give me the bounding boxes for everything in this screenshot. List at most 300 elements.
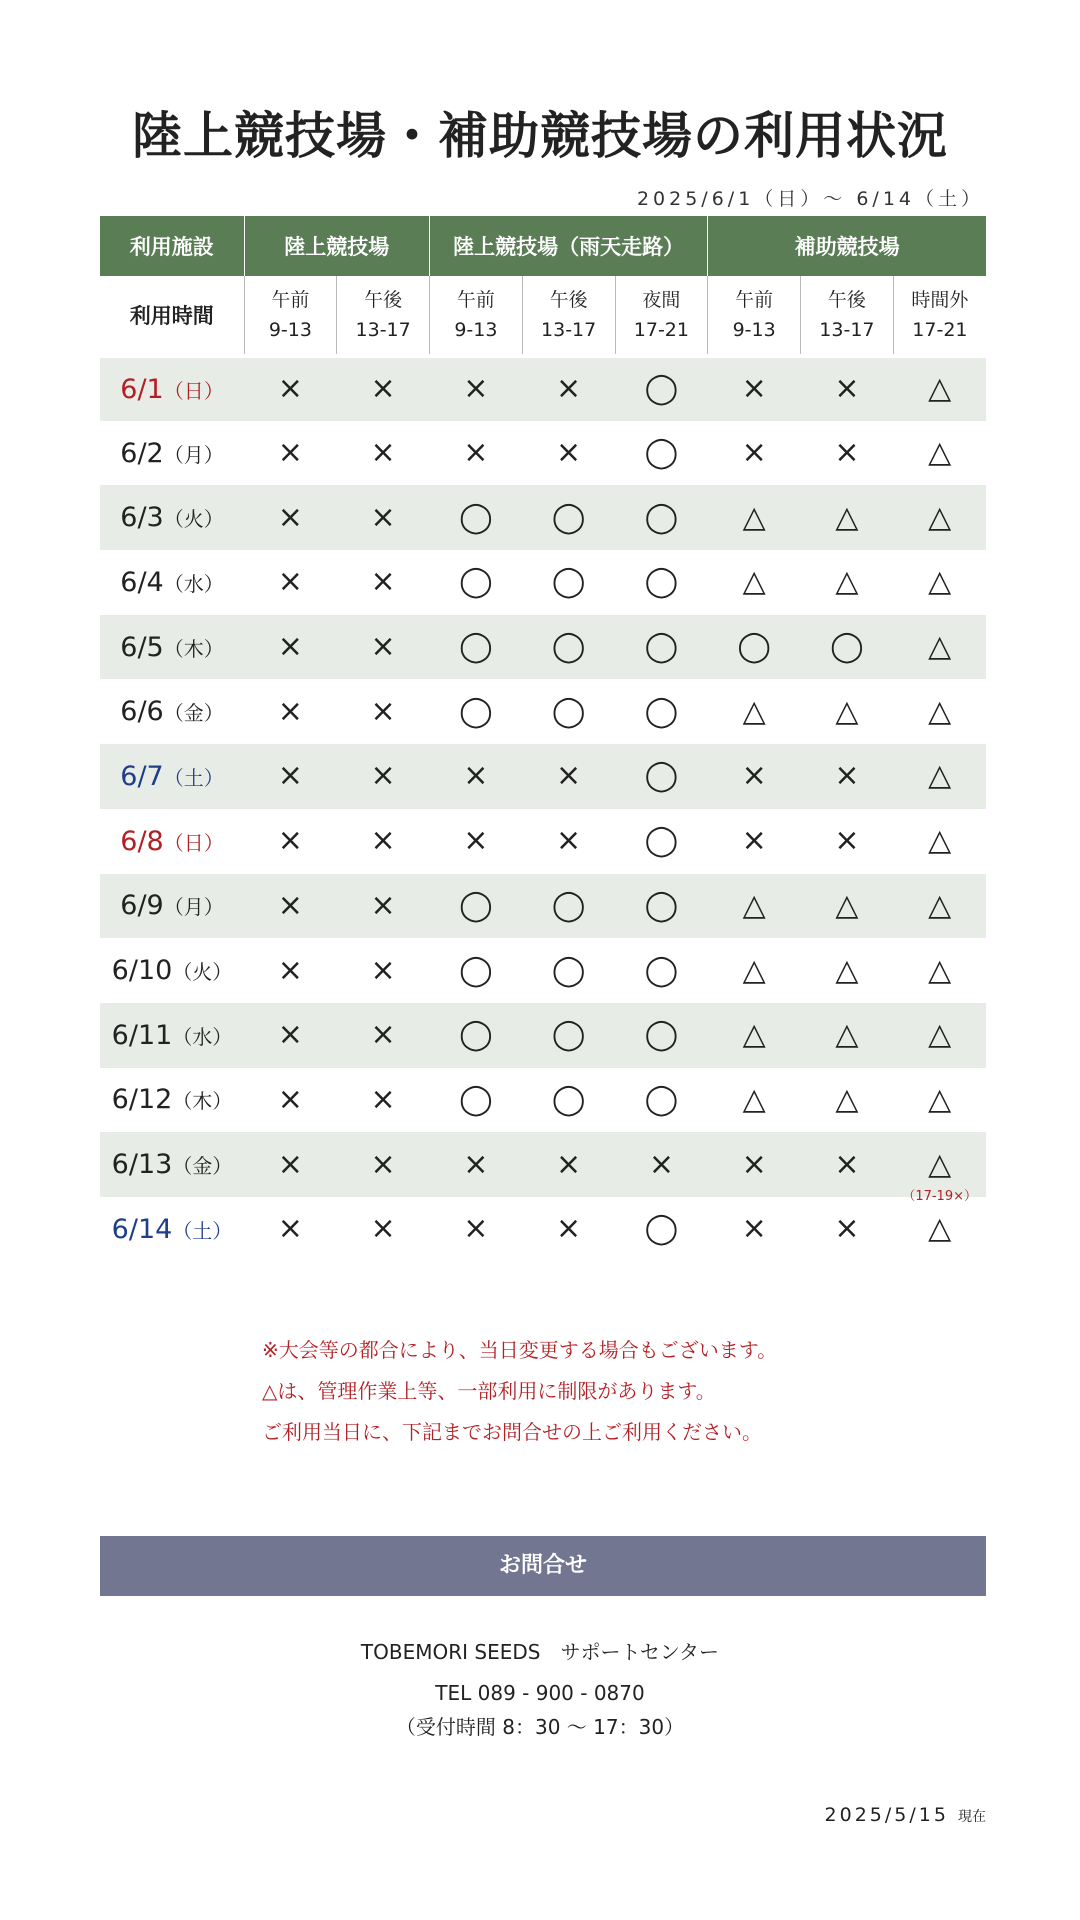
availability-mark: × — [370, 887, 396, 923]
availability-cell — [893, 1003, 986, 1068]
contact-phone: TEL 089 - 900 - 0870 — [435, 1681, 645, 1705]
time-slot-label: 午後 — [827, 289, 866, 311]
time-slot-hours: 17-21 — [633, 319, 689, 341]
availability-cell — [244, 615, 337, 680]
availability-mark: × — [834, 371, 860, 407]
availability-cell — [430, 809, 523, 874]
availability-mark: ◯ — [459, 887, 493, 923]
availability-cell — [615, 1068, 708, 1133]
availability-mark: ◯ — [830, 629, 864, 665]
availability-cell — [430, 421, 523, 486]
availability-cell — [708, 1197, 801, 1262]
availability-table — [100, 216, 986, 1262]
availability-cell — [244, 485, 337, 550]
availability-cell — [430, 1068, 523, 1133]
day-of-week: （火） — [163, 507, 224, 532]
availability-mark: △ — [742, 1081, 766, 1117]
availability-mark: × — [834, 1211, 860, 1247]
availability-mark: × — [277, 371, 303, 407]
time-slot-label: 時間外 — [911, 289, 969, 311]
availability-mark: × — [741, 1211, 767, 1247]
table-row — [100, 615, 986, 680]
day-of-week: （月） — [163, 895, 224, 920]
availability-mark: ◯ — [644, 693, 679, 729]
availability-mark: ◯ — [551, 693, 586, 729]
availability-mark: ◯ — [551, 564, 586, 600]
date-cell — [100, 1003, 244, 1068]
table-row — [100, 679, 986, 744]
date-value: 6/5 — [120, 631, 164, 663]
availability-mark: ◯ — [644, 887, 679, 923]
date-value: 6/2 — [120, 437, 164, 469]
availability-mark: × — [277, 499, 303, 535]
availability-mark: ◯ — [459, 499, 493, 535]
availability-cell — [430, 485, 523, 550]
as-of-suffix: 現在 — [958, 1809, 986, 1825]
date-cell — [100, 1132, 244, 1197]
note-line: ※大会等の都合により、当日変更する場合もございます。 — [262, 1338, 778, 1362]
availability-mark: × — [463, 1146, 489, 1182]
availability-mark: × — [277, 435, 303, 471]
table-row — [100, 1197, 986, 1262]
date-cell — [100, 1197, 244, 1262]
availability-mark: △ — [742, 952, 766, 988]
availability-cell — [708, 615, 801, 680]
availability-mark: ◯ — [644, 499, 679, 535]
date-value: 6/6 — [120, 696, 164, 728]
availability-mark: × — [277, 1081, 303, 1117]
as-of-date — [825, 1804, 986, 1826]
availability-cell — [615, 550, 708, 615]
availability-mark: × — [277, 1017, 303, 1053]
group-header-track: 陸上競技場 — [244, 216, 430, 276]
availability-mark: ◯ — [459, 629, 493, 665]
date-cell — [100, 485, 244, 550]
availability-mark: × — [370, 693, 396, 729]
time-slot-label: 午前 — [456, 289, 495, 311]
availability-cell — [244, 1132, 337, 1197]
availability-cell — [522, 938, 615, 1003]
availability-mark: △ — [928, 564, 952, 600]
availability-mark: × — [277, 629, 303, 665]
availability-cell — [708, 938, 801, 1003]
availability-cell — [522, 679, 615, 744]
availability-cell — [522, 874, 615, 939]
group-header-indoor-track: 陸上競技場（雨天走路） — [430, 216, 708, 276]
availability-mark: × — [370, 629, 396, 665]
availability-mark: × — [463, 1211, 489, 1247]
availability-mark: ◯ — [644, 435, 679, 471]
date-cell — [100, 615, 244, 680]
table-row — [100, 421, 986, 486]
availability-cell — [430, 1132, 523, 1197]
availability-mark: ◯ — [644, 371, 679, 407]
time-slot-hours: 13-17 — [541, 319, 597, 341]
date-cell — [100, 356, 244, 421]
availability-cell — [337, 1132, 430, 1197]
availability-mark: × — [463, 435, 489, 471]
availability-mark: ◯ — [551, 629, 586, 665]
availability-cell — [801, 1003, 894, 1068]
availability-cell — [893, 938, 986, 1003]
availability-cell — [337, 1068, 430, 1133]
availability-mark: ◯ — [551, 887, 586, 923]
availability-mark: × — [277, 1146, 303, 1182]
availability-mark: △ — [928, 952, 952, 988]
availability-cell — [615, 809, 708, 874]
day-of-week: （金） — [172, 1154, 233, 1179]
availability-cell — [893, 1068, 986, 1133]
availability-mark: ◯ — [551, 1081, 586, 1117]
time-label: 利用時間 — [100, 276, 244, 356]
availability-cell — [244, 1068, 337, 1133]
contact-hours: （受付時間 8：30 〜 17：30） — [395, 1715, 685, 1739]
availability-cell — [893, 421, 986, 486]
time-slot-header — [708, 276, 801, 356]
availability-mark: △ — [835, 499, 859, 535]
availability-mark: △ — [835, 693, 859, 729]
availability-mark: × — [370, 1017, 396, 1053]
availability-mark: × — [370, 823, 396, 859]
availability-mark: × — [370, 1211, 396, 1247]
availability-mark: × — [370, 435, 396, 471]
availability-cell — [801, 615, 894, 680]
availability-mark: × — [834, 758, 860, 794]
availability-cell — [522, 1132, 615, 1197]
availability-mark: △ — [928, 693, 952, 729]
availability-cell — [615, 1003, 708, 1068]
availability-cell — [893, 1132, 986, 1204]
availability-mark: △ — [742, 564, 766, 600]
availability-mark: ◯ — [459, 1081, 493, 1117]
date-value: 6/8 — [120, 825, 164, 857]
availability-cell — [522, 809, 615, 874]
availability-cell — [337, 485, 430, 550]
day-of-week: （土） — [163, 765, 224, 790]
time-slot-hours: 9-13 — [454, 319, 498, 341]
availability-mark: × — [370, 371, 396, 407]
availability-cell — [708, 1132, 801, 1197]
availability-mark: ◯ — [459, 952, 493, 988]
availability-mark: × — [556, 1146, 582, 1182]
availability-mark: △ — [928, 1017, 952, 1053]
date-value: 6/4 — [120, 566, 164, 598]
availability-cell — [244, 679, 337, 744]
availability-cell — [615, 356, 708, 421]
availability-cell — [430, 615, 523, 680]
availability-cell — [801, 1197, 894, 1262]
time-slot-header-row — [100, 276, 986, 356]
time-slot-header — [430, 276, 523, 356]
date-cell — [100, 1068, 244, 1133]
availability-cell — [615, 874, 708, 939]
availability-mark: ◯ — [644, 1211, 679, 1247]
availability-mark: ◯ — [737, 629, 771, 665]
notes — [262, 1330, 777, 1453]
as-of-date-value: 2025/5/15 — [824, 1804, 949, 1826]
availability-cell — [244, 1197, 337, 1262]
date-value: 6/3 — [120, 502, 164, 534]
availability-mark: △ — [928, 1146, 952, 1182]
day-of-week: （金） — [163, 701, 224, 726]
availability-cell — [337, 938, 430, 1003]
availability-cell — [244, 744, 337, 809]
availability-cell — [430, 1197, 523, 1262]
availability-cell — [430, 1003, 523, 1068]
availability-cell — [893, 356, 986, 421]
table-row — [100, 874, 986, 939]
date-cell — [100, 874, 244, 939]
day-of-week: （火） — [172, 960, 233, 985]
availability-cell — [522, 1068, 615, 1133]
availability-cell — [244, 874, 337, 939]
availability-cell — [708, 1068, 801, 1133]
availability-mark: × — [277, 758, 303, 794]
time-slot-label: 午前 — [735, 289, 774, 311]
contact-phone-block — [0, 1676, 1080, 1744]
availability-cell — [801, 1132, 894, 1197]
availability-cell — [337, 421, 430, 486]
availability-mark: △ — [742, 887, 766, 923]
availability-cell — [337, 356, 430, 421]
availability-mark: ◯ — [551, 952, 586, 988]
group-header-auxiliary: 補助競技場 — [708, 216, 986, 276]
availability-cell — [337, 679, 430, 744]
time-slot-label: 午後 — [549, 289, 588, 311]
availability-mark: △ — [835, 887, 859, 923]
availability-cell — [708, 874, 801, 939]
availability-mark: × — [741, 1146, 767, 1182]
availability-mark: △ — [742, 693, 766, 729]
day-of-week: （日） — [163, 830, 224, 855]
availability-mark: × — [463, 823, 489, 859]
table-row — [100, 550, 986, 615]
facility-header-row — [100, 216, 986, 276]
availability-cell — [893, 615, 986, 680]
availability-mark: × — [556, 435, 582, 471]
availability-mark: × — [370, 1146, 396, 1182]
table-row — [100, 485, 986, 550]
date-value: 6/14 — [111, 1213, 173, 1245]
date-value: 6/1 — [120, 373, 164, 405]
availability-mark: ◯ — [644, 823, 679, 859]
availability-mark: △ — [742, 499, 766, 535]
availability-cell — [244, 421, 337, 486]
availability-mark: × — [277, 1211, 303, 1247]
time-slot-label: 午前 — [271, 289, 310, 311]
date-cell — [100, 550, 244, 615]
time-slot-header — [337, 276, 430, 356]
availability-mark: × — [370, 1081, 396, 1117]
availability-cell — [430, 550, 523, 615]
table-row — [100, 1132, 986, 1197]
date-value: 6/12 — [111, 1084, 173, 1116]
availability-cell — [801, 809, 894, 874]
availability-cell — [522, 421, 615, 486]
date-value: 6/13 — [111, 1149, 173, 1181]
date-cell — [100, 744, 244, 809]
availability-mark: △ — [928, 1081, 952, 1117]
contact-header: お問合せ — [100, 1536, 986, 1596]
availability-cell — [801, 744, 894, 809]
availability-mark: × — [370, 499, 396, 535]
availability-mark: ◯ — [459, 1017, 493, 1053]
availability-cell — [522, 485, 615, 550]
time-slot-hours: 9-13 — [732, 319, 776, 341]
availability-mark: × — [648, 1146, 674, 1182]
availability-cell — [708, 1003, 801, 1068]
note-line: △は、管理作業上等、一部利用に制限があります。 — [262, 1379, 716, 1403]
availability-cell — [893, 874, 986, 939]
date-cell — [100, 938, 244, 1003]
availability-mark: × — [277, 564, 303, 600]
availability-mark: △ — [928, 1211, 952, 1247]
availability-cell — [615, 1197, 708, 1262]
availability-cell — [893, 744, 986, 809]
availability-cell — [801, 679, 894, 744]
day-of-week: （水） — [163, 571, 224, 596]
day-of-week: （木） — [172, 1089, 233, 1114]
availability-mark: △ — [928, 499, 952, 535]
availability-cell — [708, 809, 801, 874]
table-row — [100, 1003, 986, 1068]
availability-cell — [801, 356, 894, 421]
availability-mark: × — [834, 435, 860, 471]
time-slot-hours: 13-17 — [355, 319, 411, 341]
availability-mark: × — [741, 435, 767, 471]
availability-mark: × — [277, 952, 303, 988]
availability-rows — [100, 356, 986, 1262]
availability-cell — [522, 744, 615, 809]
availability-mark: × — [277, 887, 303, 923]
availability-cell — [615, 938, 708, 1003]
date-cell — [100, 679, 244, 744]
availability-cell — [801, 550, 894, 615]
availability-cell — [893, 550, 986, 615]
time-slot-header — [893, 276, 986, 356]
date-value: 6/9 — [120, 890, 164, 922]
day-of-week: （土） — [172, 1218, 233, 1243]
availability-cell — [337, 615, 430, 680]
availability-mark: × — [556, 758, 582, 794]
availability-cell — [430, 356, 523, 421]
availability-cell — [337, 744, 430, 809]
availability-cell — [337, 874, 430, 939]
availability-cell — [708, 356, 801, 421]
facility-label: 利用施設 — [100, 216, 244, 276]
cell-note: （17-19×） — [902, 1188, 977, 1204]
availability-cell — [430, 938, 523, 1003]
availability-cell — [801, 421, 894, 486]
availability-mark: ◯ — [551, 1017, 586, 1053]
availability-mark: × — [741, 758, 767, 794]
availability-cell — [615, 421, 708, 486]
availability-cell — [893, 485, 986, 550]
availability-cell — [615, 1132, 708, 1197]
availability-cell — [430, 874, 523, 939]
availability-mark: ◯ — [459, 693, 493, 729]
availability-mark: × — [463, 371, 489, 407]
date-value: 6/11 — [111, 1019, 173, 1051]
availability-mark: △ — [928, 629, 952, 665]
availability-cell — [337, 1003, 430, 1068]
availability-cell — [522, 1003, 615, 1068]
availability-mark: ◯ — [644, 1017, 679, 1053]
note-line: ご利用当日に、下記までお問合せの上ご利用ください。 — [262, 1420, 762, 1444]
availability-mark: × — [370, 758, 396, 794]
table-row — [100, 744, 986, 809]
time-slot-header — [244, 276, 337, 356]
day-of-week: （月） — [163, 442, 224, 467]
date-value: 6/10 — [111, 955, 173, 987]
availability-mark: × — [556, 823, 582, 859]
availability-mark: △ — [835, 564, 859, 600]
availability-mark: △ — [928, 758, 952, 794]
availability-mark: △ — [928, 371, 952, 407]
day-of-week: （日） — [163, 378, 224, 403]
availability-mark: △ — [835, 952, 859, 988]
availability-cell — [244, 1003, 337, 1068]
availability-cell — [337, 809, 430, 874]
availability-cell — [430, 744, 523, 809]
availability-mark: × — [463, 758, 489, 794]
availability-mark: △ — [835, 1017, 859, 1053]
availability-cell — [522, 1197, 615, 1262]
availability-cell — [244, 938, 337, 1003]
availability-cell — [337, 550, 430, 615]
availability-cell — [522, 550, 615, 615]
availability-mark: △ — [835, 1081, 859, 1117]
availability-cell — [244, 550, 337, 615]
availability-cell — [337, 1197, 430, 1262]
time-slot-hours: 17-21 — [912, 319, 968, 341]
availability-cell — [244, 809, 337, 874]
availability-cell — [708, 485, 801, 550]
table-row — [100, 938, 986, 1003]
availability-mark: × — [556, 1211, 582, 1247]
time-slot-label: 夜間 — [642, 289, 681, 311]
availability-cell — [708, 744, 801, 809]
time-slot-header — [801, 276, 894, 356]
availability-cell — [522, 615, 615, 680]
availability-mark: ◯ — [644, 952, 679, 988]
availability-cell — [522, 356, 615, 421]
time-slot-label: 午後 — [364, 289, 403, 311]
page-title: 陸上競技場・補助競技場の利用状況 — [132, 107, 948, 165]
availability-mark: × — [834, 823, 860, 859]
availability-mark: × — [834, 1146, 860, 1182]
availability-mark: △ — [928, 887, 952, 923]
availability-mark: × — [741, 371, 767, 407]
availability-cell — [615, 615, 708, 680]
availability-cell — [708, 679, 801, 744]
time-slot-header — [522, 276, 615, 356]
availability-mark: ◯ — [644, 758, 679, 794]
day-of-week: （木） — [163, 636, 224, 661]
date-range: 2025/6/1（日）〜 6/14（土） — [636, 188, 984, 210]
availability-mark: × — [277, 693, 303, 729]
availability-mark: ◯ — [644, 564, 679, 600]
date-cell — [100, 809, 244, 874]
availability-cell — [615, 744, 708, 809]
availability-mark: × — [370, 952, 396, 988]
time-slot-hours: 13-17 — [819, 319, 875, 341]
availability-mark: △ — [742, 1017, 766, 1053]
availability-mark: ◯ — [551, 499, 586, 535]
availability-cell — [244, 356, 337, 421]
availability-cell — [893, 679, 986, 744]
availability-mark: × — [556, 371, 582, 407]
